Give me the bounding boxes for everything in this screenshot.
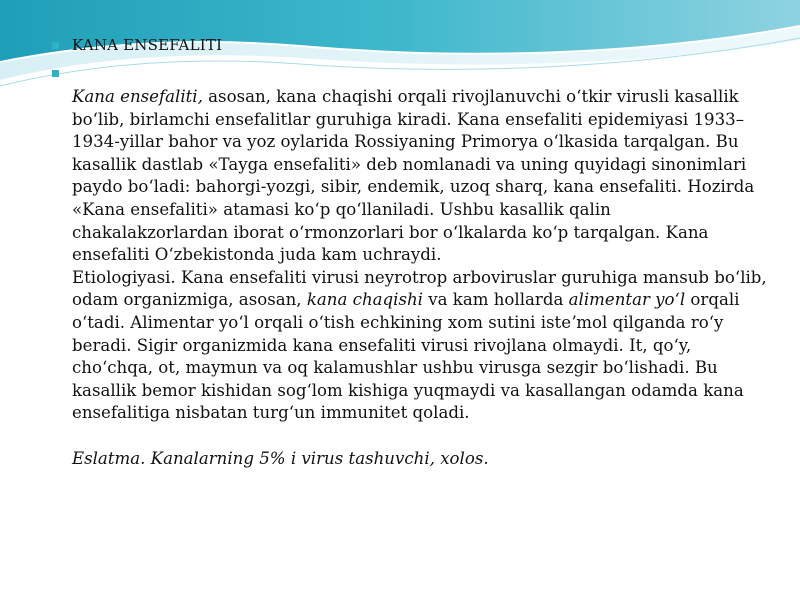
etiology-italic-2: alimentar yoʻl — [568, 290, 686, 310]
etiology-italic-1: kana chaqishi — [306, 290, 423, 310]
intro-text: asosan, kana chaqishi orqali rivojlanuvchi oʻtkir virusli kasallik boʻlib, birlamchi ensefalitlar guruhiga kiradi. Kana ensefaliti epidemiyasi 1933–1934-yillar bahor va yoz oylarida Rossiyaning Primorya oʻlkasida tarqalgan. Bu kasallik dastlab «Tayga ensefaliti» deb nomlanadi va uning quyidagi sinonimlari paydo boʻladi: bahorgi-yozgi, sibir, endemik, uzoq sharq, kana ensefaliti. Hozirda «Kana ensefaliti» atamasi koʻp qoʻllaniladi. Ushbu kasallik qalin chakalakzorlardan iborat oʻrmonzorlari bor oʻlkalarda koʻp tarqalgan. Kana ensefaliti Oʻzbekistonda juda kam uchraydi. — [72, 87, 755, 265]
bullet-marker — [52, 70, 59, 77]
bullet-marker — [52, 42, 59, 49]
note — [72, 448, 772, 471]
etiology-text-3: orqali oʻtadi. Alimentar yoʻl orqali oʻtish echkining xom sutini isteʼmol qilganda roʻy beradi. Sigir organizmida kana ensefaliti virusi rivojlana olmaydi. It, qoʻy, choʻchqa, ot, maymun va oq kalamushlar ushbu virusga sezgir boʻlishadi. Bu kasallik bemor kishidan sogʻlom kishiga yuqmaydi va kasallangan odamda kana ensefalitiga nisbatan turgʻun immunitet qoladi. — [72, 290, 744, 423]
italic-lead: Kana ensefaliti, — [72, 87, 203, 106]
spacer — [72, 425, 772, 448]
etiology-text-2: va kam hollarda — [422, 290, 569, 310]
slide-body — [72, 86, 772, 470]
slide-title: KANA ENSEFALITI — [72, 36, 223, 54]
etiology-text-1: Etiologiyasi. Kana ensefaliti virusi neyrotrop arboviruslar guruhiga mansub boʻlib, odam organizmiga, asosan, — [72, 267, 767, 310]
note-text: Eslatma. Kanalarning 5% i virus tashuvchi, xolos. — [72, 448, 489, 468]
paragraph-intro — [72, 86, 772, 267]
paragraph-etiology — [72, 267, 772, 425]
